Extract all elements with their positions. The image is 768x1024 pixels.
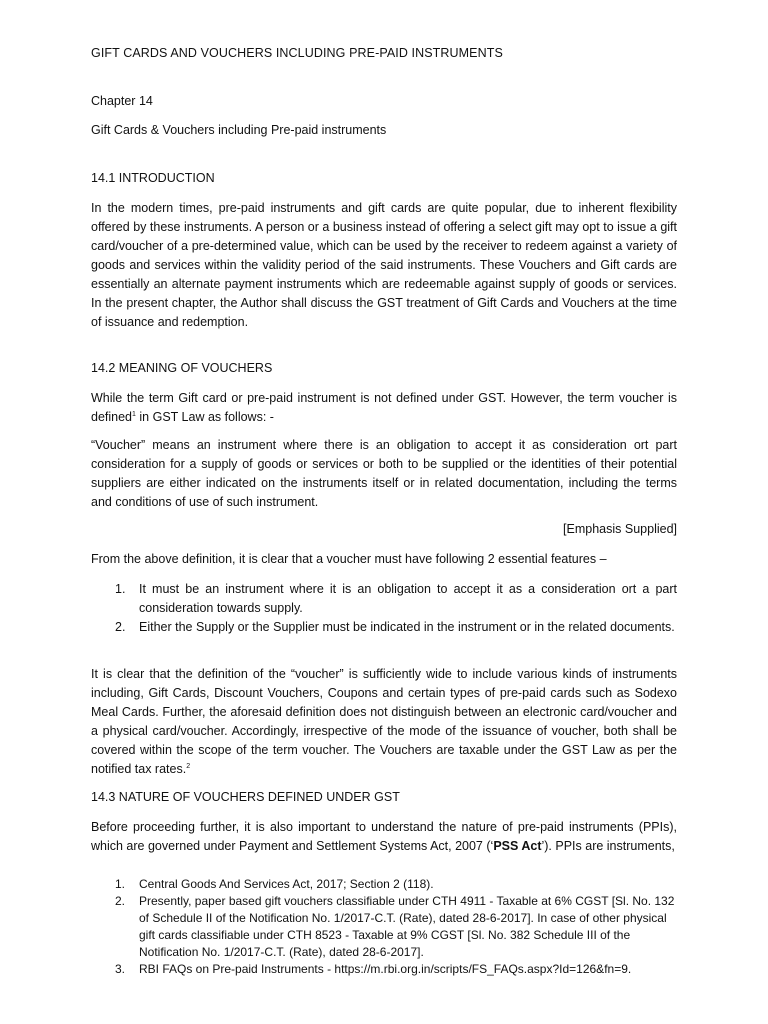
footnote-text: Central Goods And Services Act, 2017; Section 2 (118). xyxy=(139,877,434,891)
footnotes-list xyxy=(91,876,677,978)
footnote-text: Presently, paper based gift vouchers classifiable under CTH 4911 - Taxable at 6% CGST [Sl. No. 132 of Schedule II of the Notification No. 1/2017-C.T. (Rate), dated 28-6-2017]. In case of other physical gift cards classifiable under CTH 8523 - Taxable at 9% CGST [Sl. No. 382 Schedule III of the Notification No. 1/2017-C.T. (Rate), dated 28-6-2017]. xyxy=(139,894,675,959)
footnote-item xyxy=(91,893,677,961)
footnote-text: RBI FAQs on Pre-paid Instruments - https://m.rbi.org.in/scripts/FS_FAQs.aspx?Id=126&fn=9. xyxy=(139,962,632,976)
footnote-item xyxy=(91,876,677,893)
features-intro-paragraph: From the above definition, it is clear that a voucher must have following 2 essential features – xyxy=(91,552,607,566)
pss-act-term: PSS Act xyxy=(493,839,542,853)
list-item-text: Either the Supply or the Supplier must be indicated in the instrument or in the related documents. xyxy=(139,620,675,634)
footnote-number: 1. xyxy=(115,877,126,891)
section-heading-nature-of-vouchers: 14.3 NATURE OF VOUCHERS DEFINED UNDER GST xyxy=(91,790,400,804)
list-item-number: 2. xyxy=(115,620,126,634)
list-item xyxy=(91,618,677,637)
footnote-number: 3. xyxy=(115,962,126,976)
emphasis-note: [Emphasis Supplied] xyxy=(563,522,677,536)
features-list xyxy=(91,580,677,637)
section-heading-introduction: 14.1 INTRODUCTION xyxy=(91,171,215,185)
meaning-intro-paragraph xyxy=(91,389,677,427)
voucher-scope-paragraph xyxy=(91,665,677,779)
introduction-paragraph: In the modern times, pre-paid instruments and gift cards are quite popular, due to inherent flexibility offered by these instruments. A person or a business instead of offering a select gift may opt to issue a gift card/voucher of a pre-determined value, which can be used by the receiver to redeem against a variety of goods and services within the validity period of the said instruments. These Vouchers and Gift cards are essentially an alternate payment instruments which are redeemable against supply of goods or services. In the present chapter, the Author shall discuss the GST treatment of Gift Cards and Vouchers at the time of issuance and redemption. xyxy=(91,201,677,329)
list-item-text: It must be an instrument where it is an obligation to accept it as a consideration ort a part consideration towards supply. xyxy=(139,582,677,615)
meaning-intro-text: While the term Gift card or pre-paid instrument is not defined under GST. However, the term voucher is defined xyxy=(91,391,677,424)
chapter-number: Chapter 14 xyxy=(91,94,153,108)
footnote-item xyxy=(91,961,677,978)
voucher-definition-paragraph: “Voucher” means an instrument where there is an obligation to accept it as consideration ort part consideration for a supply of goods or services or both to be supplied or the identities of their potential suppliers are either indicated on the instruments itself or in related documentation, including the terms and conditions of use of such instrument. xyxy=(91,438,677,509)
footnote-ref-2: 2 xyxy=(186,762,191,770)
running-head: GIFT CARDS AND VOUCHERS INCLUDING PRE-PAID INSTRUMENTS xyxy=(91,46,503,60)
voucher-scope-text: It is clear that the definition of the “voucher” is sufficiently wide to include various kinds of instruments including, Gift Cards, Discount Vouchers, Coupons and certain types of pre-paid cards such as Sodexo Meal Cards. Further, the aforesaid definition does not distinguish between an electronic card/voucher and a physical card/voucher. Accordingly, irrespective of the mode of the issuance of voucher, both shall be covered within the scope of the term voucher. The Vouchers are taxable under the GST Law as per the notified tax rates. xyxy=(91,667,677,776)
list-item xyxy=(91,580,677,618)
meaning-intro-text-end: in GST Law as follows: - xyxy=(135,410,274,424)
nature-text-end: ’). PPIs are instruments, xyxy=(541,839,675,853)
nature-text: Before proceeding further, it is also important to understand the nature of pre-paid instruments (PPIs), which are governed under Payment and Settlement Systems Act, 2007 (‘ xyxy=(91,820,677,853)
list-item-number: 1. xyxy=(115,582,126,596)
nature-paragraph xyxy=(91,818,677,856)
footnote-ref-1: 1 xyxy=(132,410,136,418)
footnote-number: 2. xyxy=(115,894,126,908)
chapter-title: Gift Cards & Vouchers including Pre-paid instruments xyxy=(91,123,387,137)
section-heading-meaning-of-vouchers: 14.2 MEANING OF VOUCHERS xyxy=(91,361,273,375)
